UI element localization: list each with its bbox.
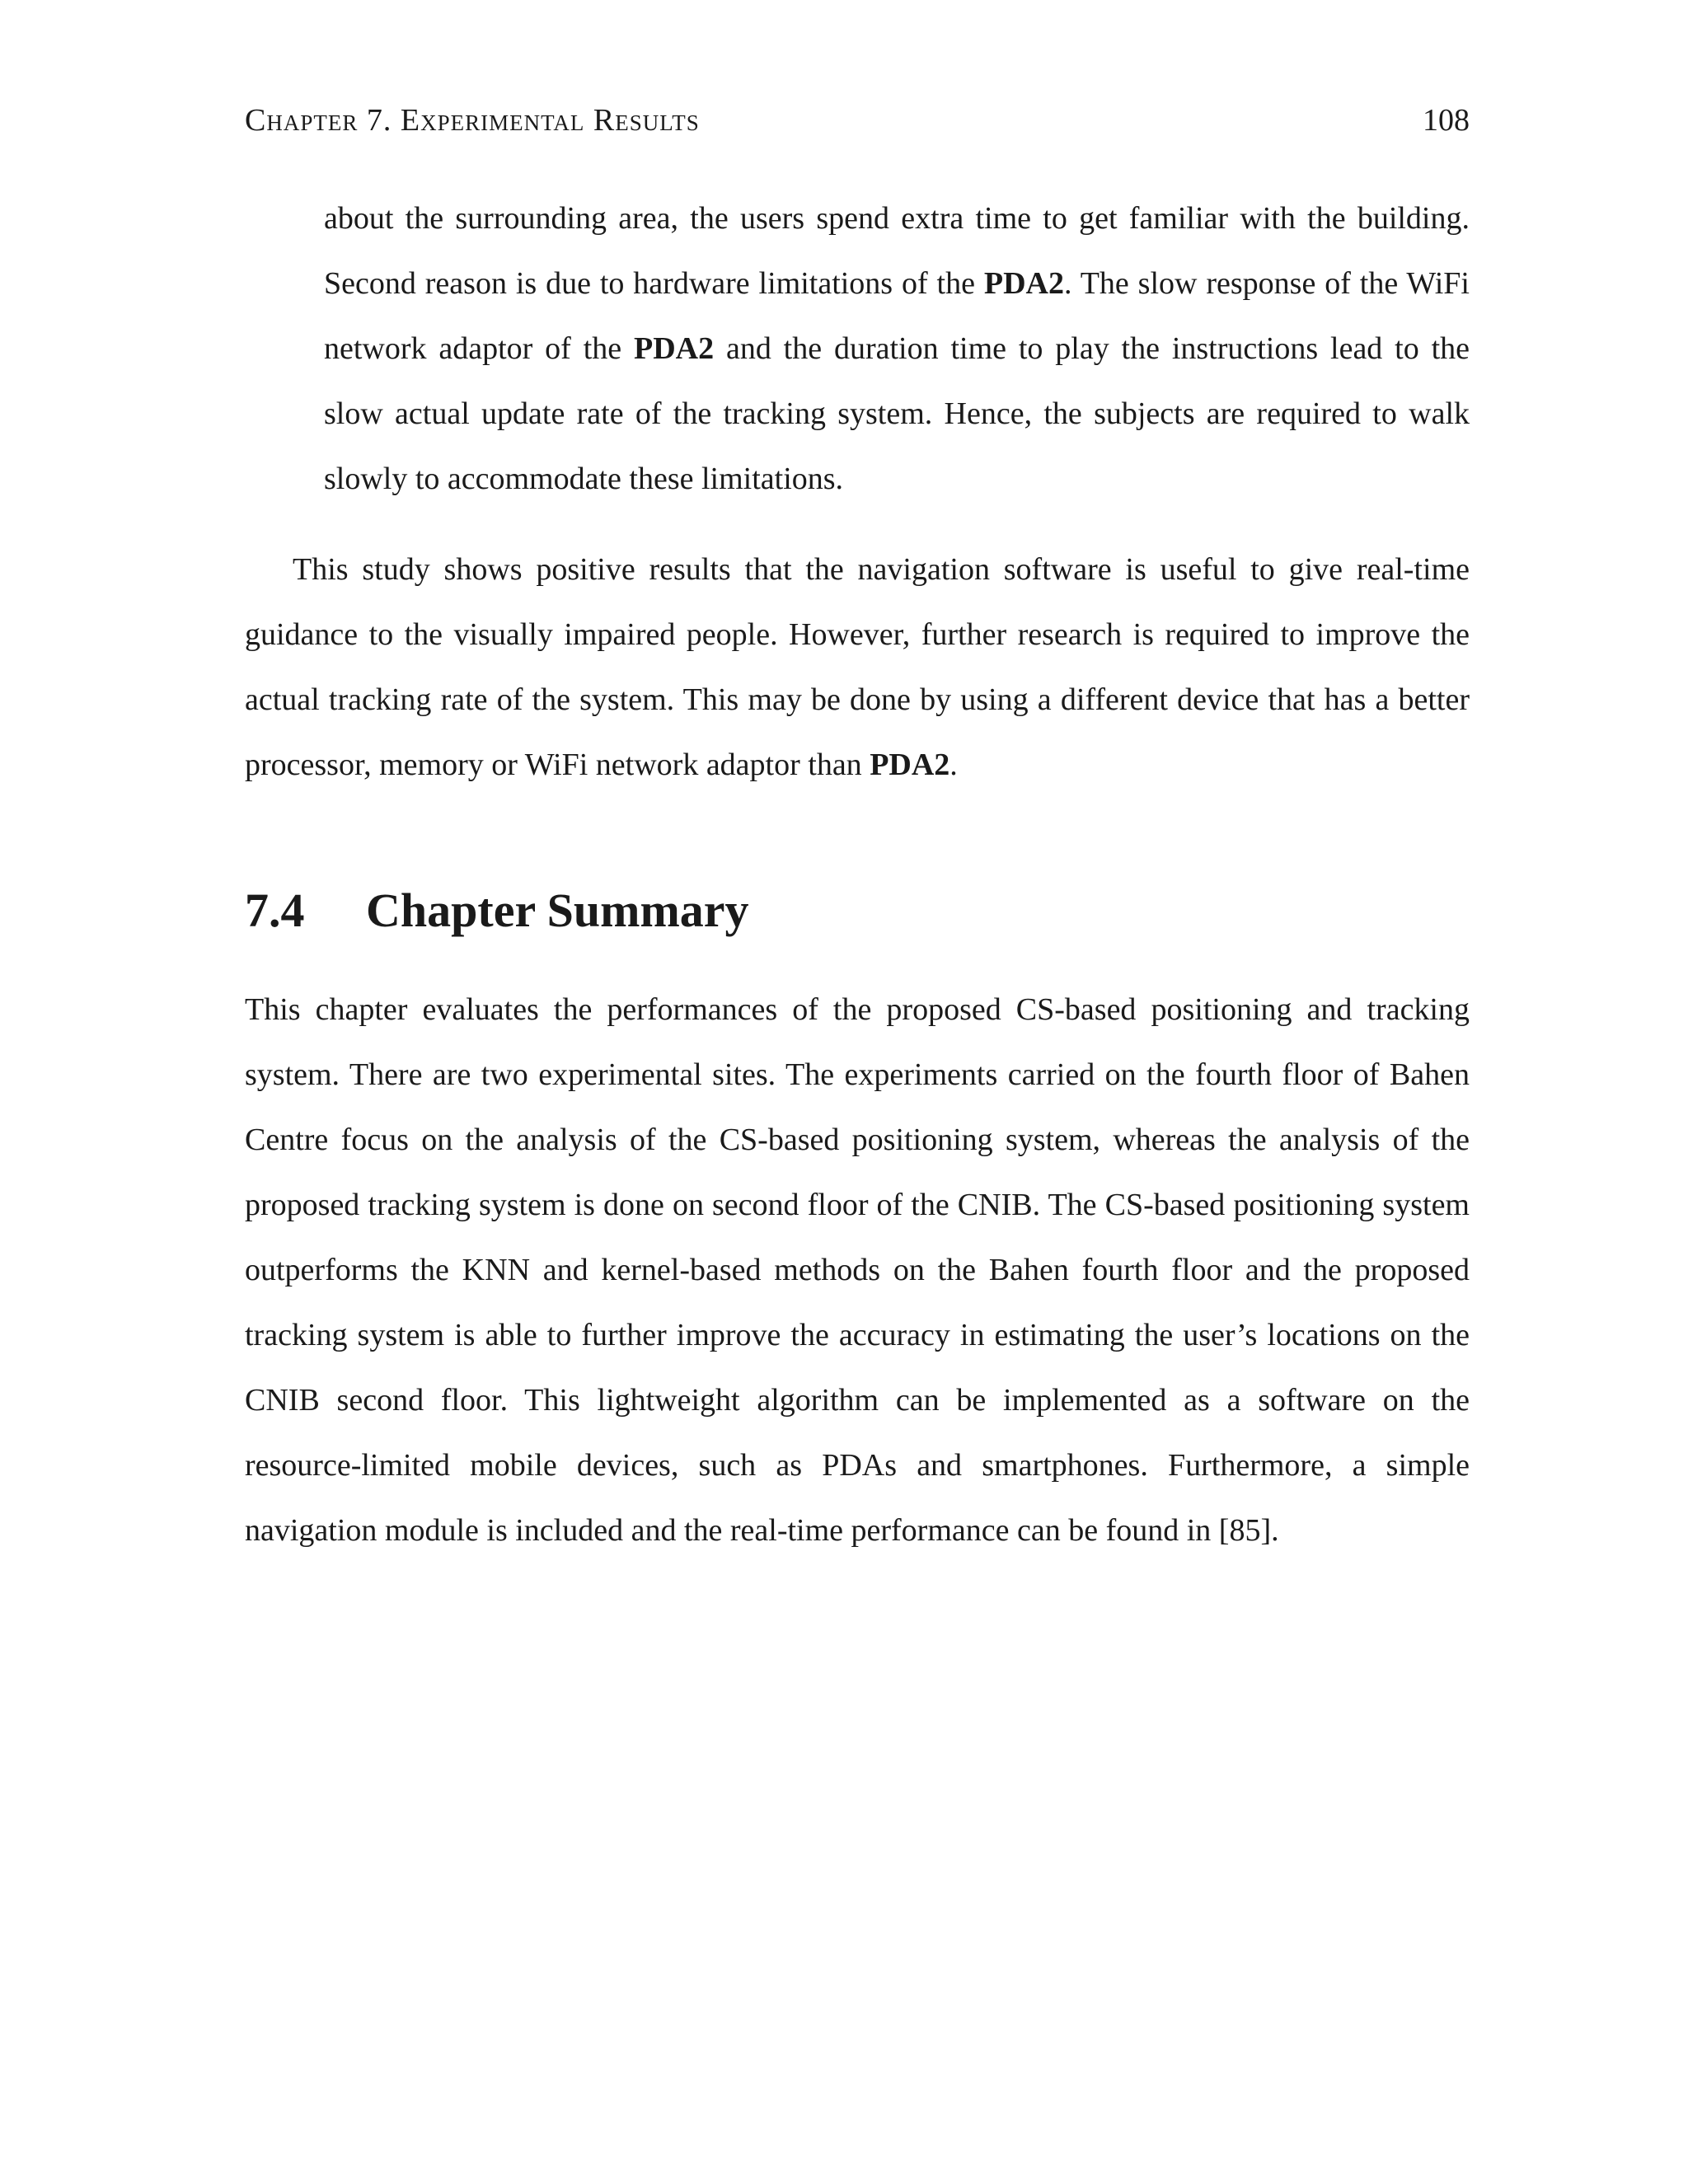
chapter-summary-paragraph: This chapter evaluates the performances of the proposed CS-based positioning and tracking system. There are two experimental sites. The experiments carried on the fourth floor of Bahen Centre focus on the analysis of the CS-based positioning system, whereas the analysis of the proposed tracking system is done on second floor of the CNIB. The CS-based positioning system outperforms the KNN and kernel-based methods on the Bahen fourth floor and the proposed tracking system is able to further improve the accuracy in estimating the user’s locations on the CNIB second floor. This lightweight algorithm can be implemented as a software on the resource-limited mobile devices, such as PDAs and smartphones. Furthermore, a simple navigation module is included and the real-time performance can be found in [85].: [245, 992, 1470, 1548]
study-text: This study shows positive results that the navigation software is useful to give real-time guidance to the visually impaired people. However, further research is required to improve the actual tracking rate of the system. This may be done by using a different device that has a better processor, memory or WiFi network adaptor than: [245, 552, 1470, 782]
continued-text-part-2: . The slow response of the WiFi network adaptor of the: [324, 266, 1470, 366]
pda2-bold-2: PDA2: [633, 331, 715, 366]
section-title: Chapter Summary: [366, 883, 749, 937]
section-number: 7.4: [245, 883, 305, 937]
continued-text-part-3: and the duration time to play the instructions lead to the slow actual update rate of the tracking system. Hence, the subjects are required to walk slowly to accommodate these limitations.: [324, 331, 1470, 496]
continued-list-item-paragraph: [324, 186, 1470, 512]
page-number: 108: [1423, 103, 1470, 138]
continued-text-part-1: about the surrounding area, the users spend extra time to get familiar with the building. Second reason is due to hardware limitations of the: [324, 201, 1470, 301]
chapter-title-header: Chapter 7. Experimental Results: [245, 103, 700, 138]
study-text-end: .: [950, 748, 958, 782]
study-results-paragraph: [245, 537, 1470, 798]
pda2-bold-3: PDA2: [870, 748, 950, 782]
section-heading: [245, 874, 1470, 948]
pda2-bold-1: PDA2: [983, 266, 1064, 301]
running-header: [245, 97, 1470, 143]
